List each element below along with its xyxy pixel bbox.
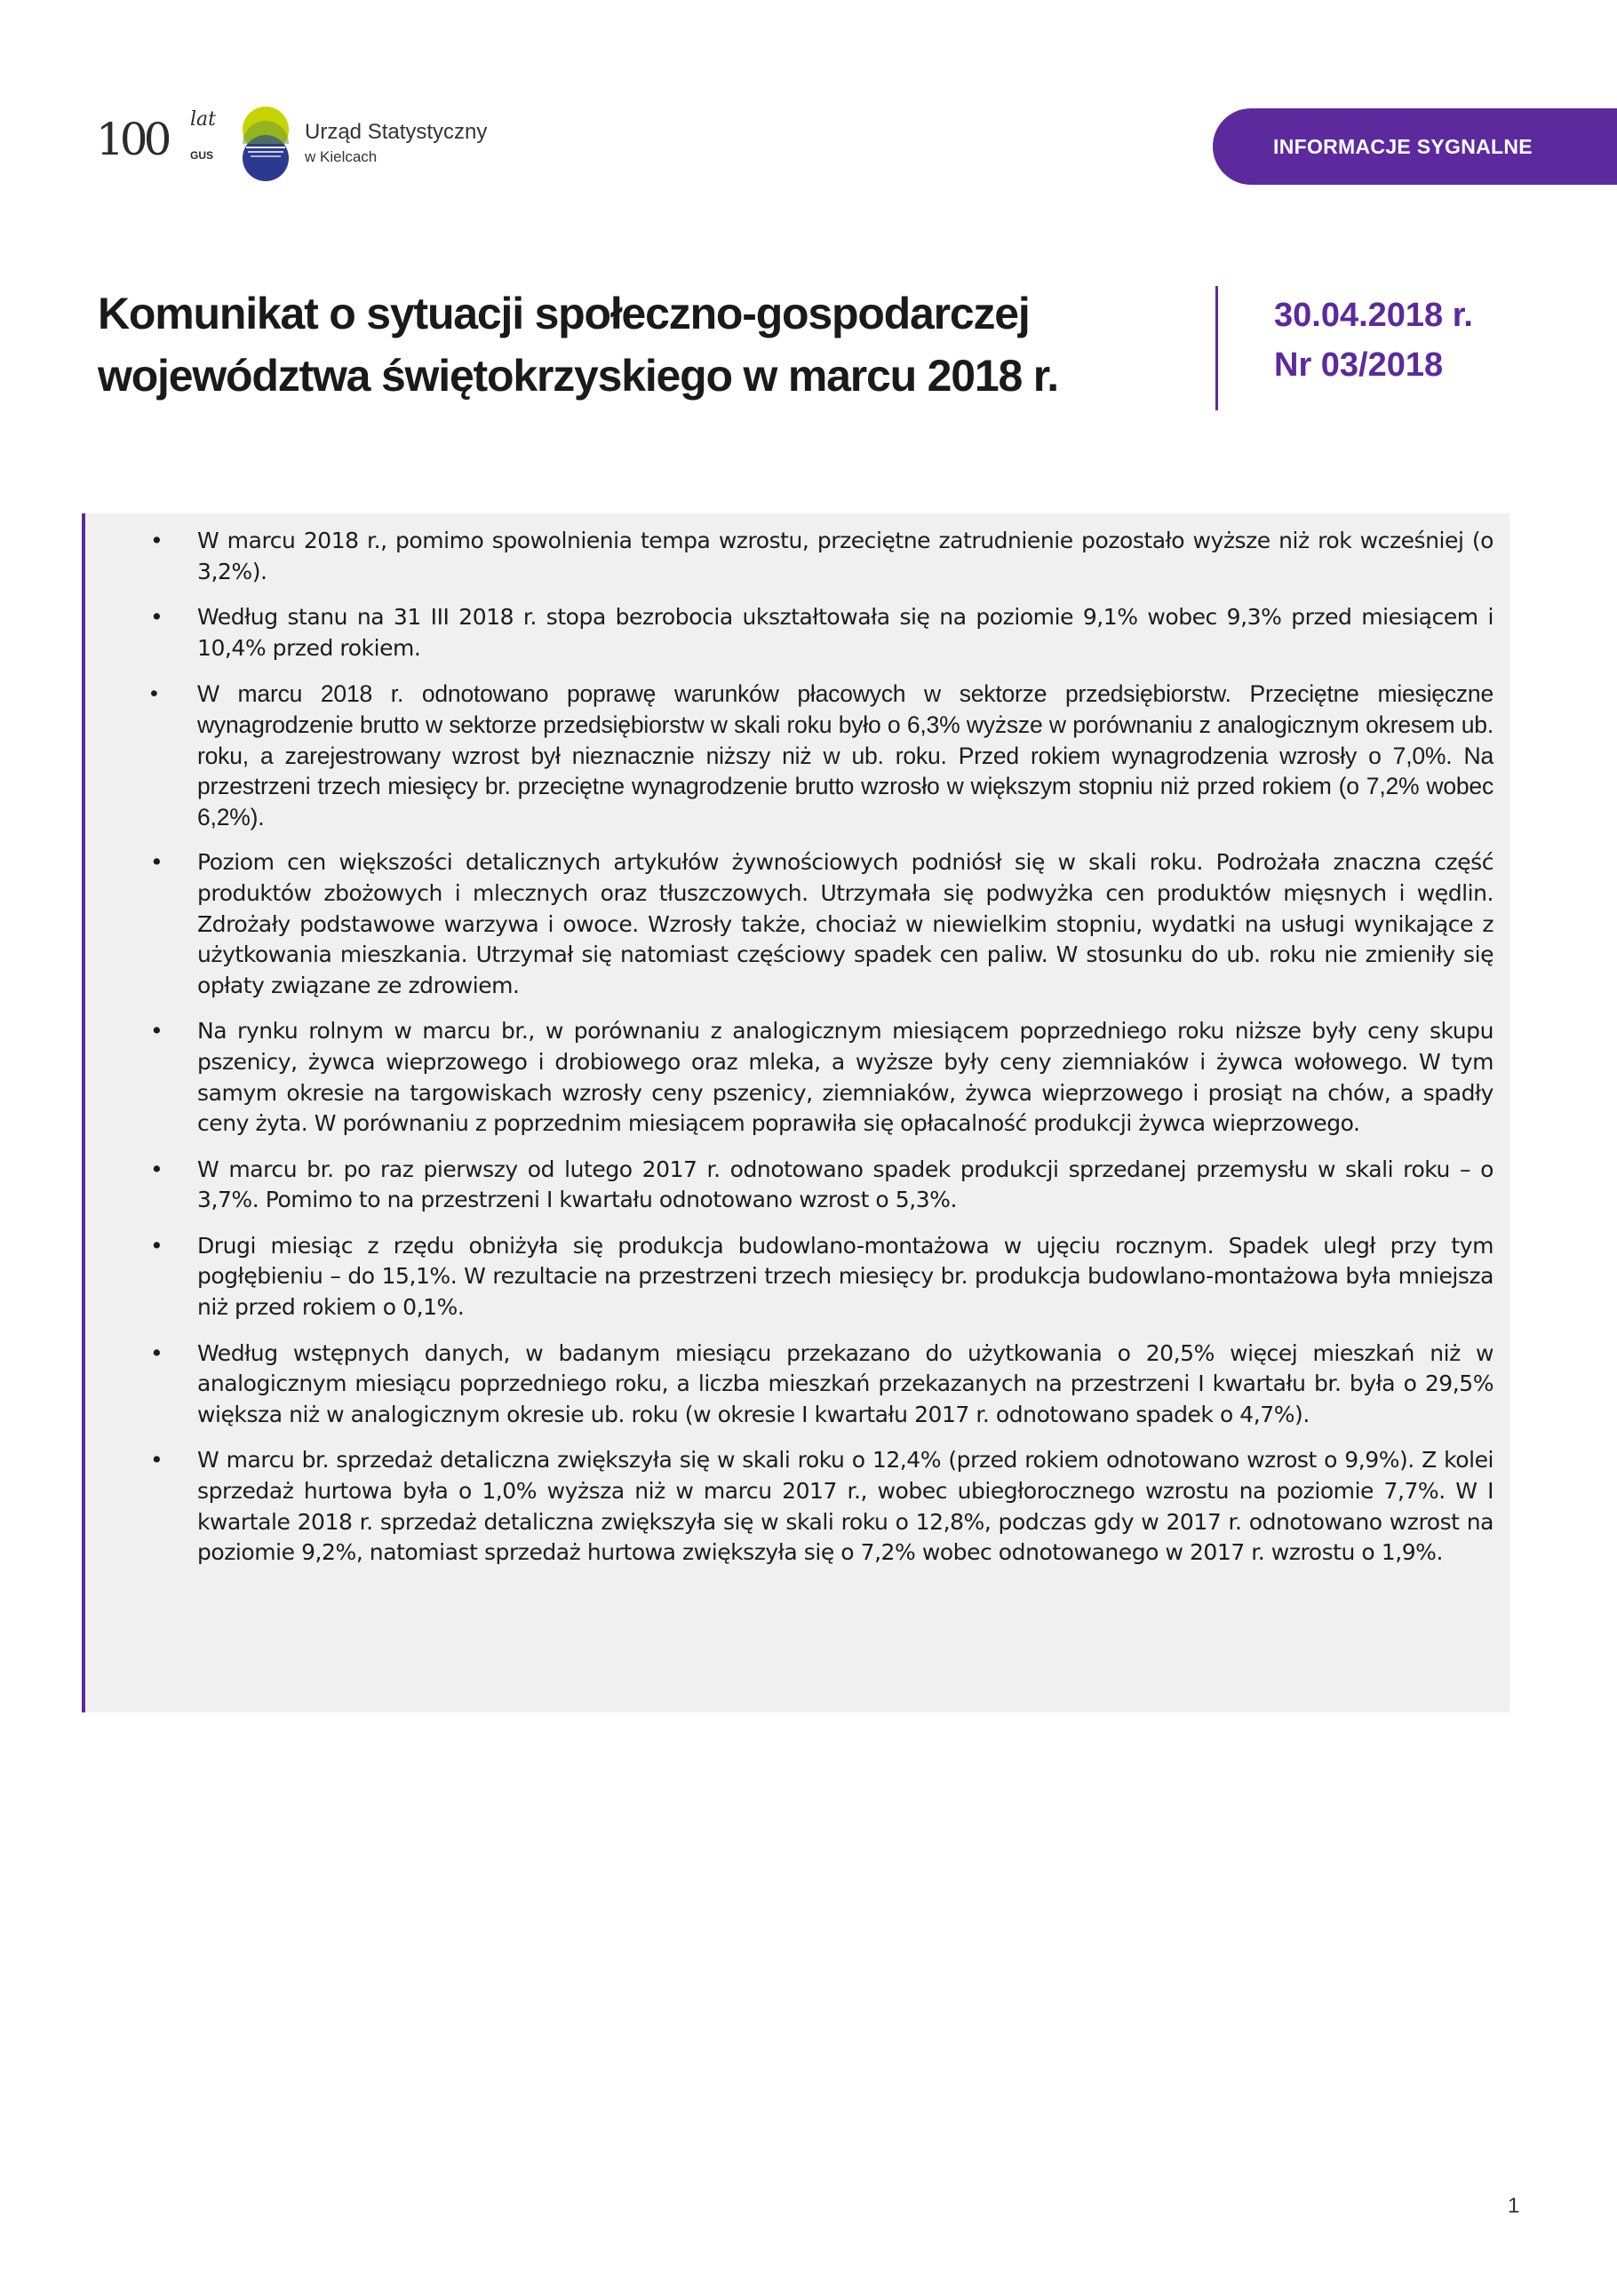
list-item-text: W marcu 2018 r. odnotowano poprawę warunków płacowych w sektorze przedsiębiorstw. Przeciętne miesięczne wynagrodzenie brutto w sektorze przedsiębiorstw w skali roku było o 6,3% wyższe w porównaniu z analogicznym okresem ub. roku, a zarejestrowany wzrost był nieznacznie niższy niż w ub. roku. Przed rokiem wynagrodzenia wzrosły o 7,0%. Na przestrzeni trzech miesięcy br. przeciętne wynagrodzenie brutto wzrosło w większym stopniu niż przed rokiem (o 7,2% wobec 6,2%).: [197, 680, 1494, 830]
bullet-icon: •: [150, 1339, 163, 1366]
list-item-text: Poziom cen większości detalicznych artykułów żywnościowych podniósł się w skali roku. Podrożała znaczna część produktów zbożowych i mlecznych oraz tłuszczowych. Utrzymała się podwyżka cen produktów mięsnych i wędlin. Zdrożały podstawowe warzywa i owoce. Wzrosły także, chociaż w niewielkim stopniu, wydatki na usługi wynikające z użytkowania mieszkania. Utrzymał się natomiast częściowy spadek cen paliw. W stosunku do ub. roku nie zmieniły się opłaty związane ze zdrowiem.: [197, 849, 1494, 998]
summary-list: [85, 526, 1494, 1569]
logo-100-text: 100: [96, 114, 168, 165]
list-item: [85, 1016, 1494, 1139]
list-item-text: Na rynku rolnym w marcu br., w porównaniu z analogicznym miesiącem poprzedniego roku niższe były ceny skupu pszenicy, żywca wieprzowego i drobiowego oraz mleka, a wyższe były ceny ziemniaków i żywca wołowego. W tym samym okresie na targowiskach wzrosły ceny pszenicy, ziemniaków, żywca wieprzowego i prosiąt na chów, a spadły ceny żyta. W porównaniu z poprzednim miesiącem poprawiła się opłacalność produkcji żywca wieprzowego.: [197, 1018, 1494, 1137]
page-number: 1: [1508, 2194, 1520, 2218]
bullet-icon: •: [150, 1018, 163, 1045]
publication-meta: [1274, 290, 1473, 390]
title-divider: [1215, 286, 1218, 410]
list-item: [85, 1155, 1494, 1216]
bullet-icon: •: [150, 681, 158, 707]
office-city: w Kielcach: [305, 148, 378, 165]
bullet-icon: •: [150, 1447, 163, 1474]
logo-lat-text: lat: [190, 108, 216, 131]
publication-date: 30.04.2018 r.: [1274, 297, 1473, 334]
office-name: Urząd Statystyczny: [305, 120, 488, 144]
bullet-icon: •: [150, 604, 163, 631]
list-item: [85, 1445, 1494, 1568]
page-title: [98, 282, 1191, 407]
list-item-text: Według stanu na 31 III 2018 r. stopa bezrobocia ukształtowała się na poziomie 9,1% wobec 9,3% przed miesiącem i 10,4% przed rokiem.: [197, 604, 1494, 661]
list-item-text: Drugi miesiąc z rzędu obniżyła się produkcja budowlano-montażowa w ujęciu rocznym. Spadek uległ przy tym pogłębieniu – do 15,1%. W rezultacie na przestrzeni trzech miesięcy br. produkcja budowlano-montażowa była mniejsza niż przed rokiem o 0,1%.: [197, 1232, 1494, 1321]
title-line-2: województwa świętokrzyskiego w marcu 2018 r.: [98, 351, 1058, 401]
bullet-icon: •: [150, 849, 163, 876]
statistical-office-emblem-icon: [238, 105, 293, 183]
list-item: [85, 602, 1494, 663]
information-type-tab: INFORMACJE SYGNALNE: [1213, 108, 1617, 185]
title-line-1: Komunikat o sytuacji społeczno-gospodarczej: [98, 289, 1030, 338]
list-item-text: W marcu br. sprzedaż detaliczna zwiększyła się w skali roku o 12,4% (przed rokiem odnotowano wzrost o 9,9%). Z kolei sprzedaż hurtowa była o 1,0% wyższa niż w marcu 2017 r., wobec ubiegłorocznego wzrostu na poziomie 7,7%. W I kwartale 2018 r. sprzedaż detaliczna zwiększyła się w skali roku o 12,8%, podczas gdy w 2017 r. odnotowano wzrost na poziomie 9,2%, natomiast sprzedaż hurtowa zwiększyła się o 7,2% wobec odnotowanego w 2017 r. wzrostu o 1,9%.: [197, 1447, 1494, 1566]
bullet-icon: •: [150, 528, 163, 553]
summary-box: [82, 513, 1509, 1712]
list-item-text: Według wstępnych danych, w badanym miesiącu przekazano do użytkowania o 20,5% więcej mieszkań niż w analogicznym miesiącu poprzedniego roku, a liczba mieszkań przekazanych na przestrzeni I kwartału br. była o 29,5% większa niż w analogicznym okresie ub. roku (w okresie I kwartału 2017 r. odnotowano spadek o 4,7%).: [197, 1339, 1494, 1427]
list-item: [85, 526, 1494, 587]
list-item: [85, 679, 1494, 832]
list-item: [85, 1231, 1494, 1323]
logo-gus-text: GUS: [190, 149, 214, 162]
bullet-icon: •: [150, 1156, 163, 1182]
bullet-icon: •: [150, 1232, 163, 1259]
anniversary-logo: [96, 108, 229, 171]
list-item: [85, 1339, 1494, 1431]
list-item: [85, 847, 1494, 1001]
list-item-text: W marcu 2018 r., pomimo spowolnienia tempa wzrostu, przeciętne zatrudnienie pozostało wyższe niż rok wcześniej (o 3,2%).: [197, 528, 1494, 584]
publication-number: Nr 03/2018: [1274, 346, 1444, 384]
list-item-text: W marcu br. po raz pierwszy od lutego 2017 r. odnotowano spadek produkcji sprzedanej przemysłu w skali roku – o 3,7%. Pomimo to na przestrzeni I kwartału odnotowano wzrost o 5,3%.: [197, 1156, 1494, 1213]
